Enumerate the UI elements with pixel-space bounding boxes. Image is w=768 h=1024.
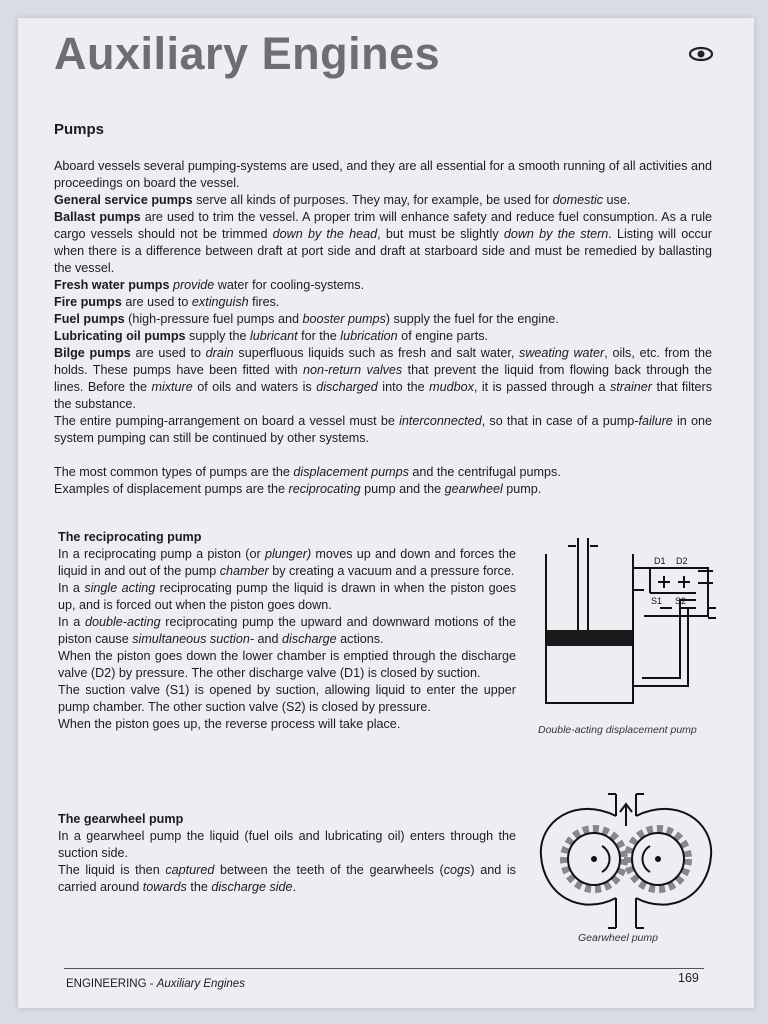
double-acting-pump-diagram (538, 538, 718, 718)
footer-rule (64, 968, 704, 969)
eye-icon (688, 46, 714, 62)
valve-label-d2: D2 (676, 556, 688, 566)
fuel-paragraph: Fuel pumps (high-pressure fuel pumps and booster pumps) supply the fuel for the engine. (54, 312, 559, 326)
reciprocating-p5: The suction valve (S1) is opened by suction, allowing liquid to enter the upper pump chamber. The other suction valve (S2) is closed by pressure. (58, 683, 516, 714)
reciprocating-heading: The reciprocating pump (58, 530, 202, 544)
book-page (18, 18, 754, 1008)
intro-paragraph: Aboard vessels several pumping-systems are used, and they are all essential for a smooth running of all activities and proceedings on board the vessel. (54, 159, 712, 190)
gearwheel-section (58, 811, 516, 896)
page-title: Auxiliary Engines (54, 28, 441, 79)
valve-label-d1: D1 (654, 556, 666, 566)
reciprocating-p6: When the piston goes up, the reverse process will take place. (58, 717, 401, 731)
piston-head (547, 630, 632, 646)
bilge-paragraph: Bilge pumps are used to drain superfluous liquids such as fresh and salt water, sweating water, oils, etc. from the holds. These pumps have been fitted with non-return valves that prevent the liquid from flowing back through the lines. Before the mixture of oils and waters is discharged into the mudbox, it is passed through a strainer that filters the substance. (54, 346, 713, 411)
reciprocating-p3: In a double-acting reciprocating pump the upward and downward motions of the piston cause simultaneous suction- and discharge actions. (58, 615, 516, 646)
page-number: 169 (678, 971, 699, 985)
gearwheel-pump-diagram (536, 786, 716, 936)
interconnect-paragraph: The entire pumping-arrangement on board a vessel must be interconnected, so that in case of a pump-failure in one system pumping can still be continued by other systems. (54, 414, 712, 445)
valve-label-s2: S2 (675, 596, 687, 606)
fresh-water-paragraph: Fresh water pumps provide water for cooling-systems. (54, 278, 365, 292)
footer-running-title: ENGINEERING - Auxiliary Engines (66, 978, 245, 990)
reciprocating-p1: In a reciprocating pump a piston (or plunger) moves up and down and forces the liquid in and out of the pump chamber by creating a vacuum and a pressure force. (58, 547, 517, 578)
gearwheel-caption: Gearwheel pump (578, 932, 658, 944)
intro-text (54, 158, 712, 498)
reciprocating-caption: Double-acting displacement pump (538, 724, 697, 736)
reciprocating-section (58, 529, 516, 733)
fire-paragraph: Fire pumps are used to extinguish fires. (54, 295, 280, 309)
lube-paragraph: Lubricating oil pumps supply the lubricant for the lubrication of engine parts. (54, 329, 489, 343)
gearwheel-p1: In a gearwheel pump the liquid (fuel oils and lubricating oil) enters through the suction side. (58, 829, 516, 860)
reciprocating-p4: When the piston goes down the lower chamber is emptied through the discharge valve (D2) by pressure. The other discharge valve (D1) is closed by suction. (58, 649, 516, 680)
valve-label-s1: S1 (651, 596, 663, 606)
gearwheel-p2: The liquid is then captured between the teeth of the gearwheels (cogs) and is carried around towards the discharge side. (58, 863, 516, 894)
general-service-paragraph: General service pumps serve all kinds of purposes. They may, for example, be used for domestic use. (54, 193, 631, 207)
ballast-paragraph: Ballast pumps are used to trim the vessel. A proper trim will enhance safety and reduce fuel consumption. As a rule cargo vessels should not be trimmed down by the head, but must be slightly down by the stern. Listing will occur when there is a difference between draft at port side and draft at starboard side and must be remedied by ballasting the vessel. (54, 210, 712, 275)
gearwheel-heading: The gearwheel pump (58, 812, 184, 826)
reciprocating-p2: In a single acting reciprocating pump the liquid is drawn in when the piston goes up, and is forced out when the piston goes down. (58, 581, 516, 612)
section-heading: Pumps (54, 121, 105, 138)
types-paragraph: The most common types of pumps are the displacement pumps and the centrifugal pumps. (54, 465, 561, 479)
examples-paragraph: Examples of displacement pumps are the reciprocating pump and the gearwheel pump. (54, 482, 542, 496)
